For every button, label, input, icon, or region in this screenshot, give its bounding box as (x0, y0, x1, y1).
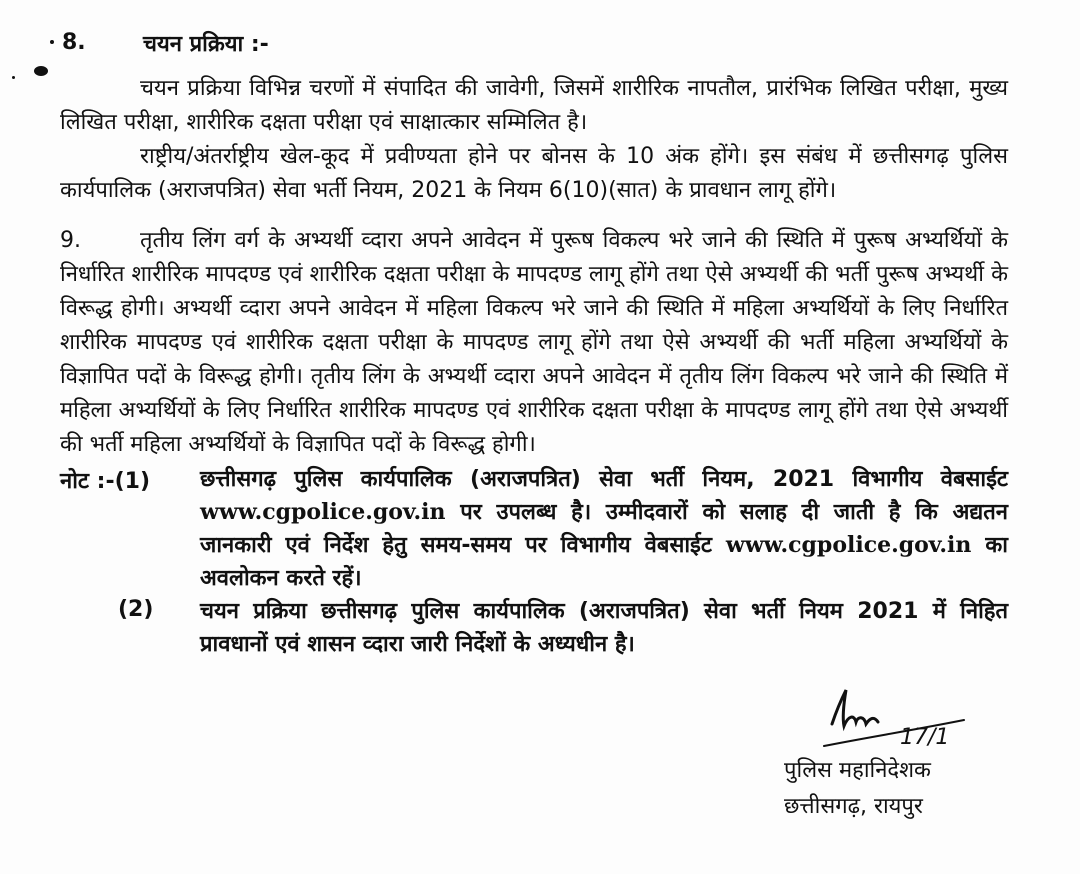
note-1-label: नोट :-(1) (60, 469, 151, 494)
scan-speck (34, 66, 48, 76)
note-1-part-3: का अवलोकन करते रहें। (200, 533, 1008, 591)
section-9-paragraph (60, 224, 1008, 462)
section-9-number: 9. (60, 228, 81, 253)
section-8-heading: चयन प्रक्रिया :- (143, 32, 269, 57)
section-8-paragraph-2-text: राष्ट्रीय/अंतर्राष्ट्रीय खेल-कूद में प्रवीण्यता होने पर बोनस के 10 अंक होंगे। इस संबंध में छत्तीसगढ़ पुलिस कार्यपालिक (अराजपत्रित) सेवा भर्ती नियम, 2021 के नियम 6(10)(सात) के प्रावधान लागू होंगे। (60, 144, 1008, 203)
note-1-part-1: छत्तीसगढ़ पुलिस कार्यपालिक (अराजपत्रित) सेवा भर्ती नियम, 2021 विभागीय वेबसाईट (200, 467, 1008, 492)
signatory-title: पुलिस महानिदेशक (784, 758, 931, 783)
website-url: www.cgpolice.gov.in (725, 532, 972, 558)
scan-speck (12, 76, 15, 79)
section-8-paragraph-1 (60, 72, 1008, 140)
section-8-paragraph-2 (60, 140, 1008, 208)
scan-speck (50, 40, 54, 44)
note-1-part-2: पर उपलब्ध है। उम्मीदवारों को सलाह दी जाती है कि अद्यतन जानकारी एवं निर्देश हेतु समय-समय पर विभागीय वेबसाईट (200, 500, 1008, 558)
section-8-number: 8. (62, 30, 86, 55)
note-2-text: चयन प्रक्रिया छत्तीसगढ़ पुलिस कार्यपालिक (अराजपत्रित) सेवा भर्ती नियम 2021 में निहित प्रावधानों एवं शासन व्दारा जारी निर्देशों के अध्यधीन है। (200, 599, 1008, 657)
note-2-label: (2) (118, 597, 154, 622)
website-url: www.cgpolice.gov.in (200, 499, 446, 525)
note-1-text (200, 463, 1008, 595)
signature-block (784, 686, 1014, 836)
section-8-paragraph-1-text: चयन प्रक्रिया विभिन्न चरणों में संपादित की जावेगी, जिसमें शारीरिक नापतौल, प्रारंभिक लिखित परीक्षा, मुख्य लिखित परीक्षा, शारीरिक दक्षता परीक्षा एवं साक्षात्कार सम्मिलित है। (60, 76, 1008, 135)
handwritten-date: 17/1 (900, 725, 950, 750)
section-9-text: तृतीय लिंग वर्ग के अभ्यर्थी व्दारा अपने आवेदन में पुरूष विकल्प भरे जाने की स्थिति में पुरूष अभ्यर्थियों के निर्धारित शारीरिक मापदण्ड एवं शारीरिक दक्षता परीक्षा के मापदण्ड लागू होंगे तथा ऐसे अभ्यर्थी की भर्ती पुरूष अभ्यर्थी के विरूद्ध होगी। अभ्यर्थी व्दारा अपने आवेदन में महिला विकल्प भरे जाने की स्थिति में महिला अभ्यर्थियों के लिए निर्धारित शारीरिक मापदण्ड एवं शारीरिक दक्षता परीक्षा के मापदण्ड लागू होंगे तथा ऐसे अभ्यर्थी की भर्ती महिला अभ्यर्थियों के विज्ञापित पदों के विरूद्ध होगी। तृतीय लिंग के अभ्यर्थी व्दारा अपने आवेदन में तृतीय लिंग विकल्प भरे जाने की स्थिति में महिला अभ्यर्थियों के लिए निर्धारित शारीरिक मापदण्ड एवं शारीरिक दक्षता परीक्षा के मापदण्ड लागू होंगे तथा ऐसे अभ्यर्थी की भर्ती महिला अभ्यर्थियों के विज्ञापित पदों के विरूद्ध होगी। (60, 228, 1008, 457)
signatory-place: छत्तीसगढ़, रायपुर (784, 794, 923, 819)
